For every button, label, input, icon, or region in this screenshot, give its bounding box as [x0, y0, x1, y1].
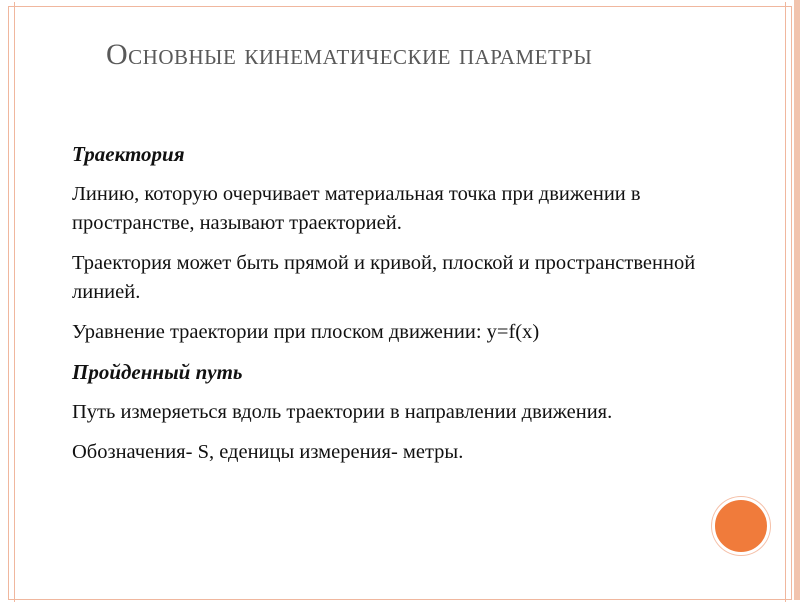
- list-item-heading: [42, 140, 742, 169]
- list-item-text: Уравнение траектории при плоском движении: y=f(x): [72, 321, 540, 343]
- list-item: [42, 318, 742, 347]
- list-item: [42, 180, 742, 238]
- slide-title: Основные кинематические параметры: [106, 38, 593, 71]
- list-item-text: Обозначения- S, еденицы измерения- метры.: [72, 441, 464, 463]
- bullet-list: [42, 140, 742, 478]
- light-bullet-icon: [42, 180, 66, 209]
- light-bullet-icon: [42, 249, 66, 278]
- light-bullet-icon: [42, 438, 66, 467]
- light-bullet-icon: [42, 398, 66, 427]
- list-item-text: Путь измеряеться вдоль траектории в направлении движения.: [72, 401, 613, 423]
- slide-right-border: [794, 0, 800, 600]
- list-item: [42, 398, 742, 427]
- orange-bullet-icon: [42, 140, 66, 169]
- orange-circle-decoration: [712, 497, 770, 555]
- list-item-text: Линию, которую очерчивает материальная точка при движении в пространстве, называют траекторией.: [72, 183, 641, 234]
- orange-bullet-icon: [42, 358, 66, 387]
- list-item-text: Траектория может быть прямой и кривой, плоской и пространственной линией.: [72, 252, 696, 303]
- list-item: [42, 438, 742, 467]
- light-bullet-icon: [42, 318, 66, 347]
- list-item-text: Траектория: [72, 142, 185, 166]
- list-item: [42, 249, 742, 307]
- list-item-heading: [42, 358, 742, 387]
- list-item-text: Пройденный путь: [72, 360, 243, 384]
